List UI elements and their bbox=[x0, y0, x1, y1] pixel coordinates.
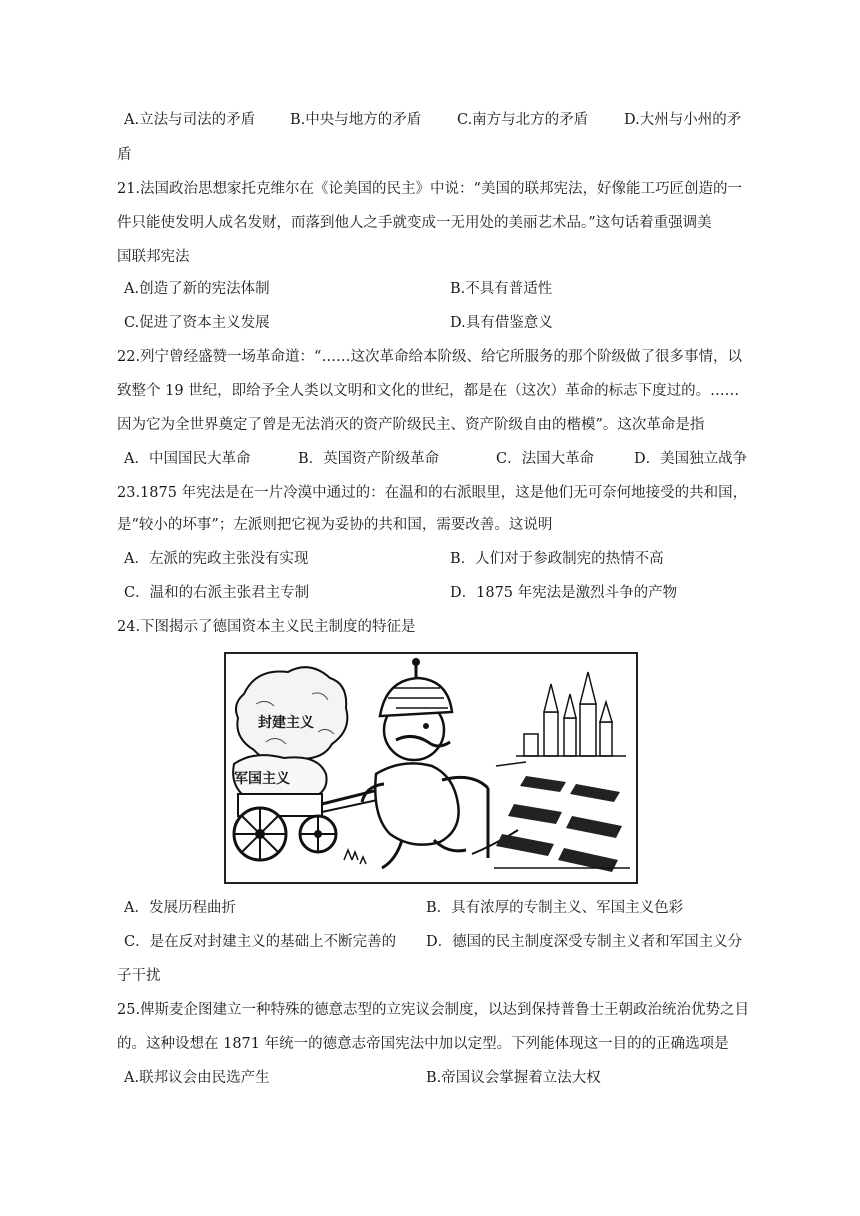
q24-option-a: A．发展历程曲折 bbox=[124, 900, 236, 916]
q24-stem-line1: 24.下图揭示了德国资本主义民主制度的特征是 bbox=[117, 619, 416, 635]
q22-option-a: A．中国国民大革命 bbox=[124, 451, 251, 467]
q21-option-d: D.具有借鉴意义 bbox=[450, 315, 553, 331]
cartoon-figure bbox=[224, 652, 638, 884]
q21-option-a: A.创造了新的宪法体制 bbox=[124, 281, 270, 297]
q20-option-a: A.立法与司法的矛盾 bbox=[124, 112, 256, 128]
q22-option-b: B．英国资产阶级革命 bbox=[298, 451, 440, 467]
q22-stem-line2: 致整个 19 世纪，即给予全人类以文明和文化的世纪，都是在（这次）革命的标志下度过的。…… bbox=[117, 383, 740, 399]
q21-stem-line3: 国联邦宪法 bbox=[117, 249, 190, 265]
q22-option-c: C．法国大革命 bbox=[496, 451, 595, 467]
q23-stem-line2: 是“较小的坏事”；左派则把它视为妥协的共和国，需要改善。这说明 bbox=[117, 517, 553, 533]
q23-option-a: A．左派的宪政主张没有实现 bbox=[124, 551, 309, 567]
q25-option-b: B.帝国议会掌握着立法大权 bbox=[426, 1070, 601, 1086]
q23-option-b: B．人们对于参政制宪的热情不高 bbox=[450, 551, 664, 567]
q22-stem-line3: 因为它为全世界奠定了曾是无法消灭的资产阶级民主、资产阶级自由的楷模”。这次革命是指 bbox=[117, 417, 705, 433]
q20-option-d: D.大州与小州的矛 bbox=[624, 112, 742, 128]
figure-label-feudalism: 封建主义 bbox=[258, 715, 314, 731]
q20-option-d-wrap: 盾 bbox=[117, 147, 132, 163]
q23-stem-line1: 23.1875 年宪法是在一片冷漠中通过的：在温和的右派眼里，这是他们无可奈何地接受的共和国， bbox=[117, 485, 748, 501]
q21-stem-line1: 21.法国政治思想家托克维尔在《论美国的民主》中说：“美国的联邦宪法，好像能工巧匠创造的一 bbox=[117, 181, 742, 197]
q24-option-d: D．德国的民主制度深受专制主义者和军国主义分 bbox=[426, 934, 743, 950]
q24-option-d-wrap: 子干扰 bbox=[117, 968, 161, 984]
q24-option-c: C．是在反对封建主义的基础上不断完善的 bbox=[124, 934, 397, 950]
q24-option-b: B．具有浓厚的专制主义、军国主义色彩 bbox=[426, 900, 684, 916]
figure-label-militarism: 军国主义 bbox=[234, 771, 290, 787]
q25-option-a: A.联邦议会由民选产生 bbox=[124, 1070, 270, 1086]
q20-option-b: B.中央与地方的矛盾 bbox=[290, 112, 422, 128]
q25-stem-line1: 25.俾斯麦企图建立一种特殊的德意志型的立宪议会制度，以达到保持普鲁士王朝政治统治优势之目 bbox=[117, 1002, 750, 1018]
q21-stem-line2: 件只能使发明人成名发财，而落到他人之手就变成一无用处的美丽艺术品。”这句话着重强调美 bbox=[117, 215, 712, 231]
q22-stem-line1: 22.列宁曾经盛赞一场革命道：“……这次革命给本阶级、给它所服务的那个阶级做了很多事情，以 bbox=[117, 349, 742, 365]
q25-stem-line2: 的。这种设想在 1871 年统一的德意志帝国宪法中加以定型。下列能体现这一目的的正确选项是 bbox=[117, 1036, 729, 1052]
q20-option-c: C.南方与北方的矛盾 bbox=[457, 112, 589, 128]
q23-option-d: D．1875 年宪法是激烈斗争的产物 bbox=[450, 585, 678, 601]
q22-option-d: D．美国独立战争 bbox=[634, 451, 748, 467]
q21-option-b: B.不具有普适性 bbox=[450, 281, 553, 297]
q21-option-c: C.促进了资本主义发展 bbox=[124, 315, 270, 331]
q23-option-c: C．温和的右派主张君主专制 bbox=[124, 585, 310, 601]
